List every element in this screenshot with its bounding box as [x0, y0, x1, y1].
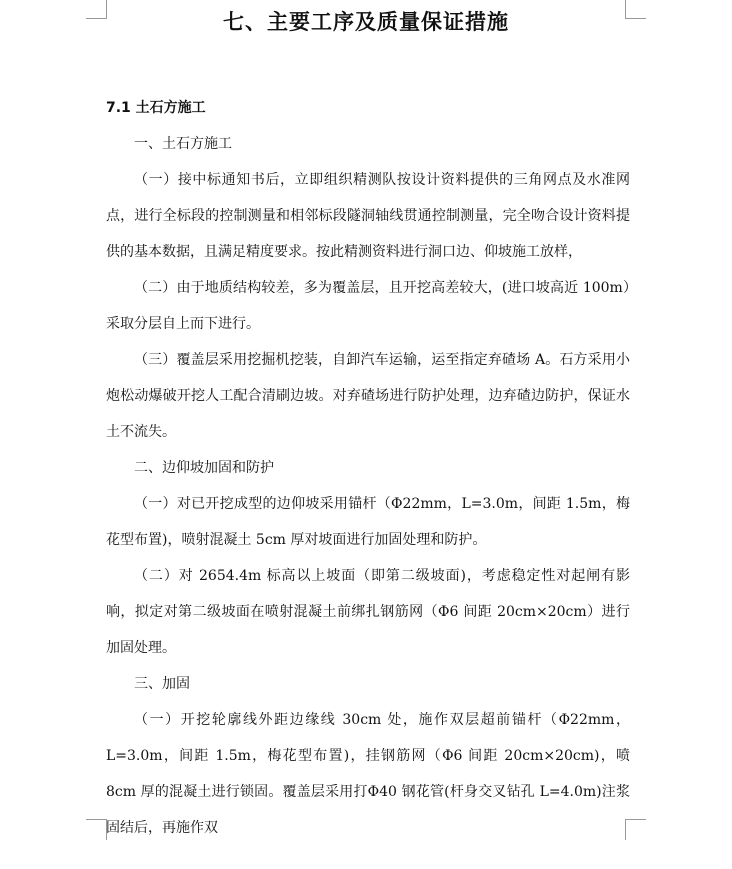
document-body	[106, 90, 630, 846]
subsection-heading-1: 一、土石方施工	[134, 136, 232, 152]
subsection-heading-3: 三、加固	[134, 676, 190, 692]
document-title: 七、主要工序及质量保证措施	[223, 9, 509, 34]
subsection-heading-2: 二、边仰坡加固和防护	[134, 460, 274, 476]
paragraph-3-1: （一）开挖轮廓线外距边缘线 30cm 处，施作双层超前锚杆（Φ22mm，L=3.0m，间距 1.5m，梅花型布置)，挂钢筋网（Φ6 间距 20cm×20cm)，喷 8cm 厚的混凝土进行锁固。覆盖层采用打Φ40 钢花管(杆身交叉钻孔 L=4.0m)注浆固结后，再施作双	[106, 712, 630, 836]
paragraph-1-3: （三）覆盖层采用挖掘机挖装，自卸汽车运输，运至指定弃碴场 A。石方采用小炮松动爆破开挖人工配合清刷边坡。对弃碴场进行防护处理，边弃碴边防护，保证水土不流失。	[106, 352, 630, 440]
section-heading: 7.1 土石方施工	[106, 100, 206, 116]
paragraph-2-2: （二）对 2654.4m 标高以上坡面（即第二级坡面)，考虑稳定性对起闸有影响，拟定对第二级坡面在喷射混凝土前绑扎钢筋网（Φ6 间距 20cm×20cm）进行加固处理。	[106, 568, 630, 656]
paragraph-1-1: （一）接中标通知书后，立即组织精测队按设计资料提供的三角网点及水准网点，进行全标段的控制测量和相邻标段隧洞轴线贯通控制测量，完全吻合设计资料提供的基本数据，且满足精度要求。按此精测资料进行洞口边、仰坡施工放样，	[106, 172, 630, 260]
paragraph-1-2: （二）由于地质结构较差，多为覆盖层，且开挖高差较大，(进口坡高近 100m）采取分层自上而下进行。	[106, 280, 630, 332]
page-corner-mark-bottom-left	[86, 819, 107, 840]
paragraph-2-1: （一）对已开挖成型的边仰坡采用锚杆（Φ22mm，L=3.0m，间距 1.5m，梅花型布置)，喷射混凝土 5cm 厚对坡面进行加固处理和防护。	[106, 496, 630, 548]
